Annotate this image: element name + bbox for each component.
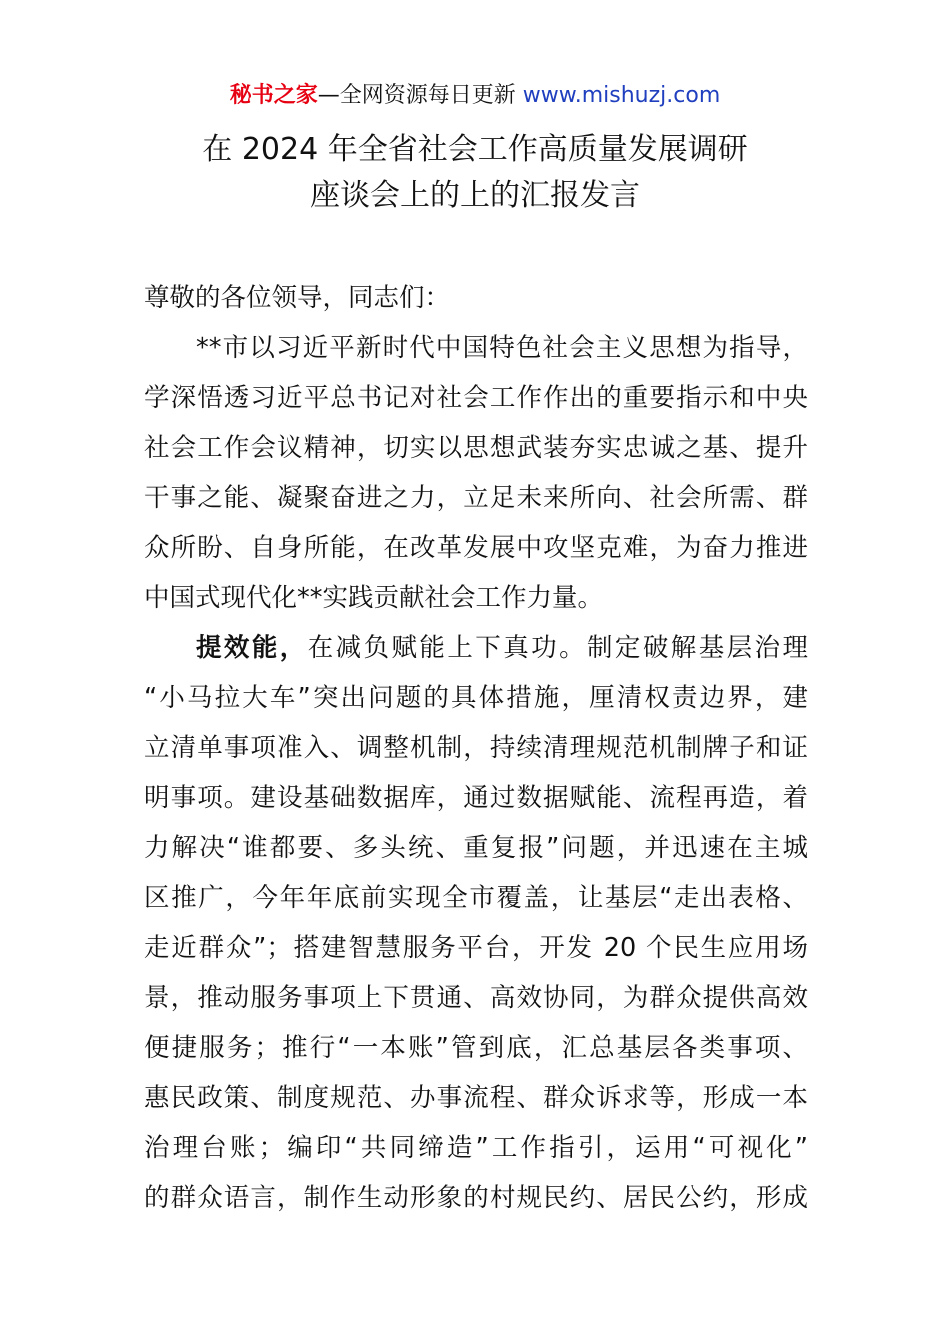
para2-first-line-rest: 在减负赋能上下真功。制定破解基层治理 xyxy=(307,633,808,663)
para2-line: 便捷服务；推行“一本账”管到底，汇总基层各类事项、 xyxy=(144,1033,808,1063)
site-url[interactable]: www.mishuzj.com xyxy=(522,83,721,108)
document-title-line-1: 在 2024 年全省社会工作高质量发展调研 xyxy=(202,132,748,167)
para2-line: “小马拉大车”突出问题的具体措施，厘清权责边界，建 xyxy=(144,683,808,713)
para2-heading: 提效能， xyxy=(196,633,308,663)
para1-line: 中国式现代化**实践贡献社会工作力量。 xyxy=(144,583,604,613)
document-title-line-2: 座谈会上的上的汇报发言 xyxy=(310,178,640,213)
para1-line: 干事之能、凝聚奋进之力，立足未来所向、社会所需、群 xyxy=(144,483,808,513)
para2-line: 景，推动服务事项上下贯通、高效协同，为群众提供高效 xyxy=(144,983,808,1013)
para1-line: 学深悟透习近平总书记对社会工作作出的重要指示和中央 xyxy=(144,383,808,413)
para2-line: 力解决“谁都要、多头统、重复报”问题，并迅速在主城 xyxy=(144,833,808,863)
para1-line: 众所盼、自身所能，在改革发展中攻坚克难，为奋力推进 xyxy=(144,533,808,563)
salutation: 尊敬的各位领导，同志们： xyxy=(144,283,451,313)
header-banner xyxy=(0,80,950,112)
header-tagline: —全网资源每日更新 xyxy=(317,83,516,108)
para2-line: 的群众语言，制作生动形象的村规民约、居民公约，形成 xyxy=(144,1183,808,1213)
para1-line: **市以习近平新时代中国特色社会主义思想为指导， xyxy=(196,333,808,363)
para2-line: 立清单事项准入、调整机制，持续清理规范机制牌子和证 xyxy=(144,733,808,763)
para2-line: 惠民政策、制度规范、办事流程、群众诉求等，形成一本 xyxy=(144,1083,808,1113)
brand-name: 秘书之家 xyxy=(229,83,318,108)
para2-line: 治理台账；编印“共同缔造”工作指引，运用“可视化” xyxy=(144,1133,808,1163)
para2-line: 走近群众”；搭建智慧服务平台，开发 20 个民生应用场 xyxy=(144,933,808,963)
para2-line: 明事项。建设基础数据库，通过数据赋能、流程再造，着 xyxy=(144,783,808,813)
para2-first-line xyxy=(196,628,808,668)
para1-line: 社会工作会议精神，切实以思想武装夯实忠诚之基、提升 xyxy=(144,433,808,463)
para2-line: 区推广，今年年底前实现全市覆盖，让基层“走出表格、 xyxy=(144,883,808,913)
